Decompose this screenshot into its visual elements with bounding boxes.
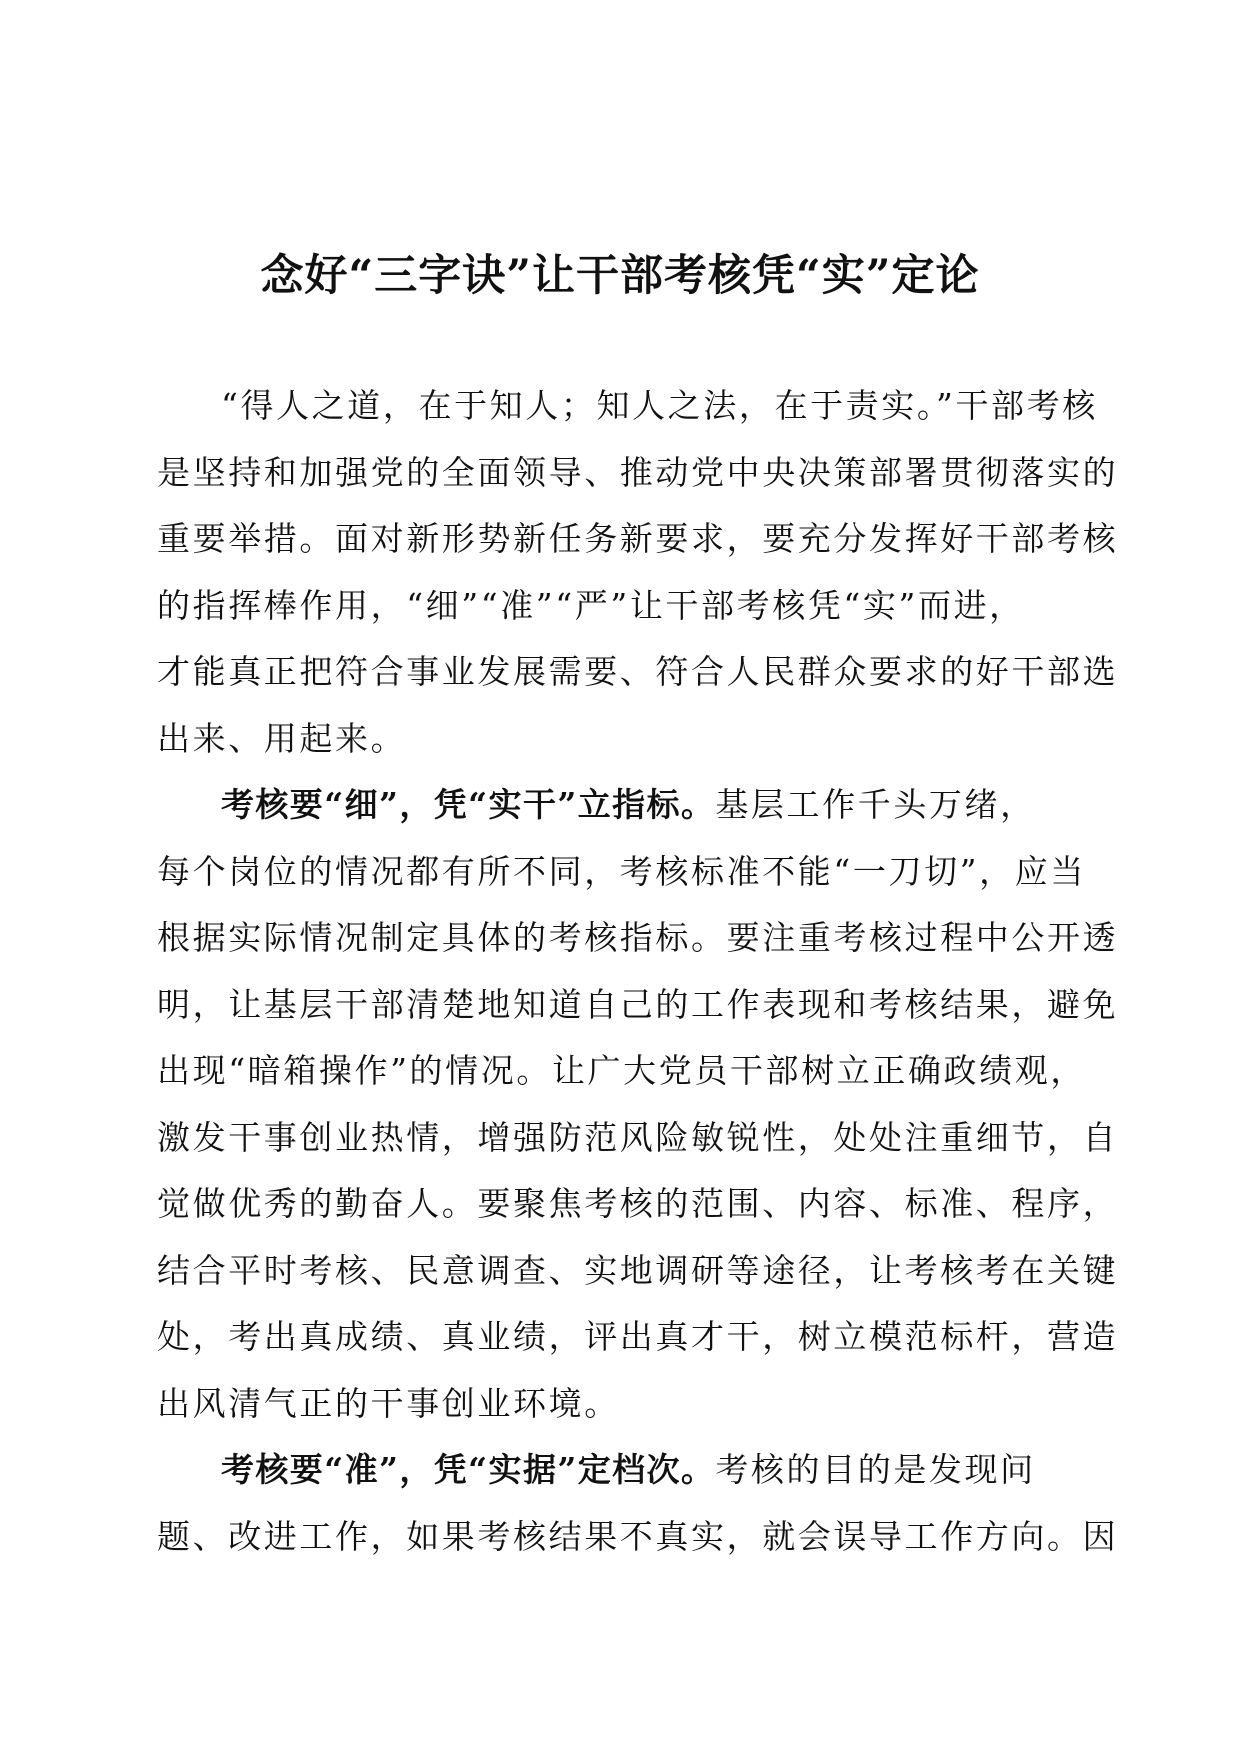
text-line: 才能真正把符合事业发展需要、符合人民群众要求的好干部选 <box>157 652 1119 691</box>
document-body <box>157 373 1119 1570</box>
text-line: 每个岗位的情况都有所不同，考核标准不能“一刀切”，应当 <box>157 851 1086 891</box>
text-line: 明，让基层干部清楚地知道自己的工作表现和考核结果，避免 <box>157 984 1119 1024</box>
text-line: 重要举措。面对新形势新任务新要求，要充分发挥好干部考核 <box>157 519 1119 558</box>
paragraph-detail <box>157 772 1119 1437</box>
text-line: 题、改进工作，如果考核结果不真实，就会误导工作方向。因 <box>157 1516 1119 1556</box>
text-line <box>157 1437 1077 1504</box>
text-fragment: 考核的目的是发现问 <box>715 1450 1036 1489</box>
text-line: 根据实际情况制定具体的考核指标。要注重考核过程中公开透 <box>157 918 1119 957</box>
text-line: 的指挥棒作用，“细”“准”“严”让干部考核凭“实”而进， <box>157 585 1025 625</box>
text-line: 处，考出真成绩、真业绩，评出真才干，树立模范标杆，营造 <box>157 1317 1119 1356</box>
text-line: 出风清气正的干事创业环境。 <box>157 1383 620 1423</box>
text-fragment: 基层工作千头万绪， <box>715 785 1036 824</box>
section-heading: 考核要“准”，凭“实据”定档次。 <box>221 1450 716 1489</box>
paragraph-intro <box>157 373 1119 772</box>
paragraph-accuracy <box>157 1437 1119 1570</box>
text-line: 结合平时考核、民意调查、实地调研等途径，让考核考在关键 <box>157 1250 1119 1290</box>
text-line: 激发干事创业热情，增强防范风险敏锐性，处处注重细节，自 <box>157 1117 1119 1157</box>
text-line <box>157 772 1077 839</box>
text-line: “得人之道，在于知人；知人之法，在于责实。”干部考核 <box>221 386 1098 425</box>
text-line: 出现“暗箱操作”的情况。让广大党员干部树立正确政绩观， <box>157 1051 1086 1090</box>
text-line: 觉做优秀的勤奋人。要聚焦考核的范围、内容、标准、程序， <box>157 1184 1119 1223</box>
text-line: 是坚持和加强党的全面领导、推动党中央决策部署贯彻落实的 <box>157 452 1119 492</box>
text-line: 出来、用起来。 <box>157 718 407 758</box>
section-heading: 考核要“细”，凭“实干”立指标。 <box>221 785 716 824</box>
document-title: 念好“三字诀”让干部考核凭“实”定论 <box>260 251 980 301</box>
